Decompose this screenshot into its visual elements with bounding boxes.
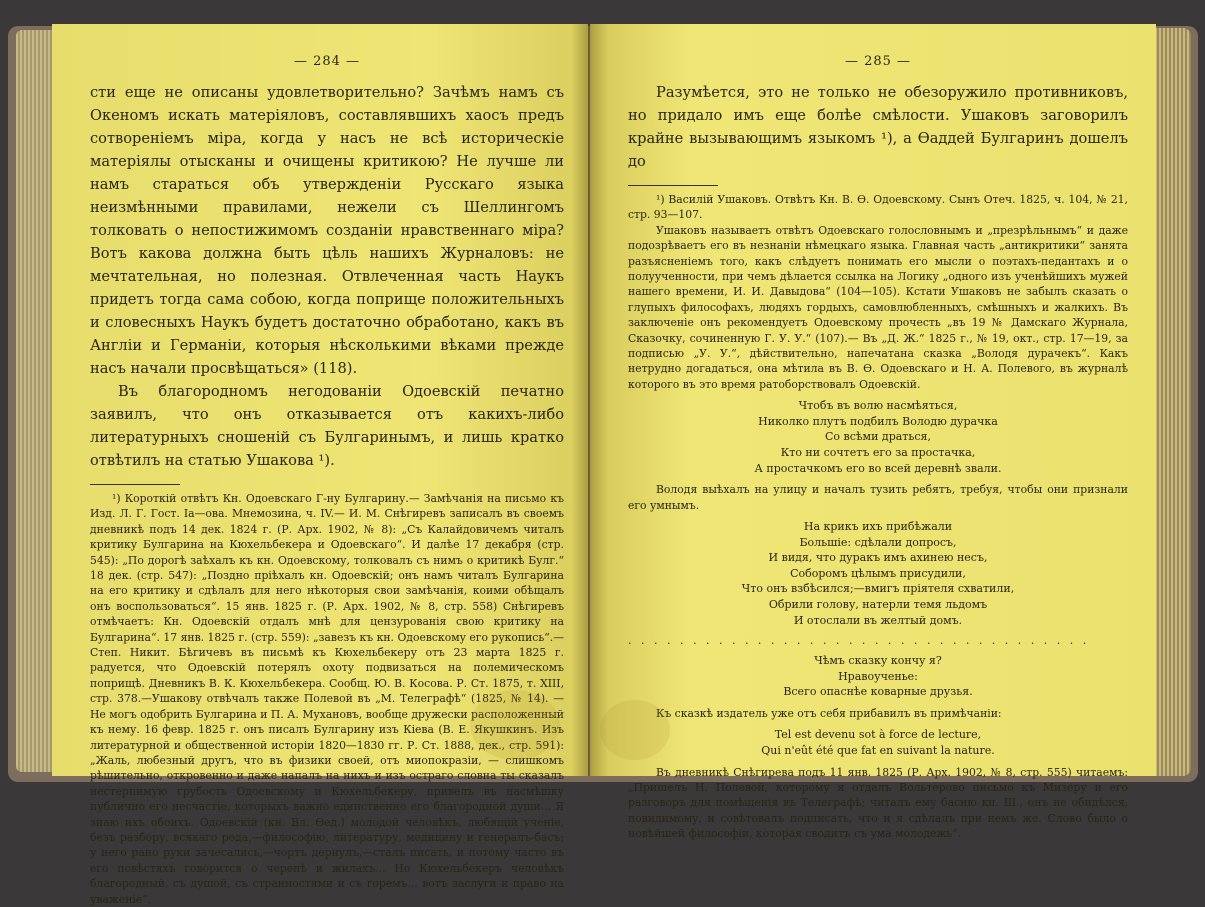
- paper-stain: [470, 690, 560, 760]
- footnote-rule-right: [628, 185, 718, 186]
- poem-stanza-1: [628, 398, 1128, 476]
- poem-line: Николко плутъ подбилъ Володю дурачка: [758, 414, 998, 428]
- left-body-text: [90, 81, 564, 472]
- french-line: Qui n'eût été que fat en suivant la nature.: [761, 744, 995, 757]
- poem-line: На крикъ ихъ прибѣжали: [803, 520, 953, 534]
- ellipsis-divider: . . . . . . . . . . . . . . . . . . . . . . . . . . . . . . . . . . . .: [628, 634, 1090, 648]
- poem-line: Большіе: сдѣлали допросъ,: [799, 535, 957, 549]
- footnote-rule-left: [90, 484, 180, 485]
- left-footnote-text: ¹) Короткій отвѣтъ Кн. Одоевскаго Г-ну Булгарину.— Замѣчанія на письмо къ Изд. Л. Г. Гост. Іа—ова. Мнемозина, ч. IV.— И. М. Снѣгиревъ записалъ въ своемъ дневникѣ подъ 14 дек. 1824 г. (Р. Арх. 1902, № 8): „Съ Калайдовичемъ читалъ критику Булгарина на Кюхельбекера и Одоевскаго“. И далѣе 17 декабря (стр. 545): „По дорогѣ заѣхалъ къ кн. Одоевскому, толковалъ съ нимъ о критикѣ Булг.“ 18 дек. (стр. 547): „Поздно пріѣхалъ кн. Одоевскій; онъ намъ читалъ Булгарина на его критику и сдѣлалъ для него нѣкоторыя свои замѣчанія, коими обѣщалъ онъ воспользоваться“. 15 янв. 1825 г. (Р. Арх. 1902, № 8, стр. 558) Снѣгиревъ отмѣчаетъ: Кн. Одоевскій отдалъ мнѣ для цензурованія свою критику на Булгарина“. 17 янв. 1825 г. (стр. 559): „завезъ къ кн. Одоевскому его рукопись“.—Степ. Никит. Бѣгичевъ въ письмѣ къ Кюхельбекеру отъ 23 марта 1825 г. радуется, что Одоевскій потерялъ охоту подвизаться на полемическомъ поприщѣ. Дневникъ В. К. Кюхельбекера. Сообщ. Ю. В. Косова. Р. Ст. 1875, т. XIII, стр. 378.—Ушакову отвѣчалъ также Полевой въ „М. Телеграфѣ“ (1825, № 14). — Не могъ одобрить Булгарина и П. А. Мухановъ, вообще дружески расположенный къ нему. 16 февр. 1825 г. онъ писалъ Булгарину изъ Кіева (В. Е. Якушкинъ. Изъ литературной и общественной исторіи 1820—1830 гг. Р. Ст. 1888, дек., стр. 591): „Жаль, любезный другъ, что въ физики своей, отъ миопокразіи, — слишкомъ рѣшительно, откровенно и даже напалъ на нихъ и изъ остраго словна ты сказалъ нестерпимую грубость Одоевскому и Кюхельбекеру, привелъ въ насмѣшку публично его несчастіе, которыхъ важно единственно его благородной души... Я знаю ихъ обоихъ. Одоевскій (кн. Вл. Өед.) молодой человѣкъ, любящій ученіе, безъ разбору, всякаго рода,—философію, литературу, медицину и генералъ-басъ; у него рано руки зачесались,—чортъ дернулъ,—сталъ писать, и потому часто въ его повѣстяхъ говорится о черепѣ и жилахъ... Но Кюхельбекеръ человѣкъ благородный, съ душой, съ странностями и съ горемъ... вотъ заслуги и право на уваженіе“.: [90, 492, 564, 906]
- poem-line: Что онъ взбѣсился;—вмигъ пріятеля схватили,: [741, 582, 1015, 596]
- poem-line: Кто ни сочтетъ его за простачка,: [780, 446, 976, 460]
- poem-line: И видя, что дуракъ имъ ахинею несъ,: [768, 551, 988, 565]
- moral-stanza: [628, 653, 1128, 700]
- middle-prose-text: Володя выѣхалъ на улицу и началъ тузить ребятъ, требуя, чтобы они признали его умнымъ.: [628, 483, 1128, 512]
- page-number-left: — 284 —: [293, 54, 361, 69]
- left-paragraph-2: Въ благородномъ негодованіи Одоевскій печатно заявилъ, что онъ отказывается отъ какихъ-либо литературныхъ сношеній съ Булгаринымъ, и лишь кратко отвѣтилъ на статью Ушакова ¹).: [90, 383, 564, 469]
- left-paragraph-1: сти еще не описаны удовлетворительно? Зачѣмъ намъ съ Океномъ искать матеріяловъ, составлявшихъ хаосъ предъ сотвореніемъ міра, когда у насъ не всѣ историческіе матеріялы отысканы и очищены критикою? Не лучше ли намъ стараться объ утвержденіи Русскаго языка неизмѣнными правилами, нежели съ Шеллингомъ толковать о непостижимомъ созданіи нравственнаго міра? Вотъ какова должна быть цѣль нашихъ Журналовъ: не мечтательная, но полезная. Отвлеченная часть Наукъ придетъ тогда сама собою, когда поприще положительныхъ и словесныхъ Наукъ будетъ достаточно обработано, какъ въ Англіи и Германіи, которыя нѣсколькими вѣками прежде насъ начали просвѣщаться» (118).: [90, 84, 564, 377]
- poem-stanza-2: [628, 519, 1128, 628]
- moral-label: Нравоученье:: [838, 669, 918, 683]
- book-gutter: [572, 24, 608, 776]
- editor-note-text: Къ сказкѣ издатель уже отъ себя прибавилъ въ примѣчаніи:: [656, 707, 1002, 720]
- left-page: [52, 24, 588, 906]
- diary-note-text: Въ дневникѣ Снѣгирева подъ 11 янв. 1825 (Р. Арх. 1902, № 8, стр. 555) читаемъ: „Пришелъ Н. Полевой, которому я отдалъ Вольтерово письмо къ Мизеру и его разговоръ для помѣщенія въ Телеграфѣ; читалъ ему басню кн. Ш., онъ не обидѣлся, повидимому, и совѣтовалъ подписать, что и я сдѣлалъ при немъ же. Слово было о новѣйшей философіи, которая сводитъ съ ума молодежь“.: [628, 765, 1128, 841]
- poem-line: А простачкомъ его во всей деревнѣ звали.: [754, 461, 1002, 475]
- diary-note: [628, 765, 1128, 842]
- french-line: Tel est devenu sot à force de lecture,: [774, 728, 982, 742]
- poem-line: Со всѣми драться,: [825, 430, 931, 444]
- footnote-citation: ¹) Василій Ушаковъ. Отвѣтъ Кн. В. Ө. Одоевскому. Сынъ Отеч. 1825, ч. 104, № 21, стр. 93—107.: [628, 193, 1128, 222]
- right-page: [590, 24, 1156, 841]
- footnote-text: Ушаковъ называетъ отвѣтъ Одоевскаго голословнымъ и „презрѣльнымъ“ и даже подозрѣваетъ его въ незнаніи нѣмецкаго языка. Главная часть „антикритики“ занята разъясненіемъ того, какъ слѣдуетъ понимать его мысли о поэтахъ-педантахъ и о полуученности, при чемъ дѣлается ссылка на Логику „одного изъ ученѣйшихъ мужей нашего времени, И. И. Давыдова“ (104—105). Кстати Ушаковъ не забылъ сказать о глупыхъ философахъ, людяхъ гордыхъ, самовлюбленныхъ, смѣшныхъ и жалкихъ. Въ заключеніе онъ рекомендуетъ Одоевскому прочесть „въ 19 № Дамскаго Журнала, Сказочку, сочиненную Г. У. У.“ (107).— Въ „Д. Ж.“ 1825 г., № 19, окт., стр. 17—19, за подписью „У. У.“, дѣйствительно, напечатана сказка „Володя дурачекъ“. Какъ нетрудно догадаться, она мѣтила въ В. Ө. Одоевскаго и Н. А. Полевого, въ журналѣ которого въ это время ратоборствовалъ Одоевскій.: [628, 223, 1128, 391]
- page-edges-left: [16, 30, 56, 772]
- poem-line: Чтобъ въ волю насмѣяться,: [798, 399, 958, 413]
- paper-stain: [600, 700, 670, 760]
- question-line: Чѣмъ сказку кончу я?: [814, 654, 942, 668]
- french-verse: [628, 727, 1128, 758]
- poem-line: И отослали въ желтый домъ.: [793, 613, 963, 627]
- middle-prose: [628, 482, 1128, 513]
- poem-line: Соборомъ цѣлымъ присудили,: [790, 566, 966, 580]
- poem-line: Обрили голову, натерли темя льдомъ: [768, 598, 988, 612]
- right-paragraph: Разумѣется, это не только не обезоружило противниковъ, но придало имъ еще болѣе смѣлости. Ушаковъ заговорилъ крайне вызывающимъ языкомъ ¹), а Өаддей Булгаринъ дошелъ до: [628, 84, 1128, 170]
- page-number-right: — 285 —: [844, 54, 912, 69]
- moral-line: Всего опаснѣе коварные друзья.: [783, 685, 973, 699]
- editor-note: [628, 706, 1128, 721]
- right-footnote: [628, 192, 1128, 392]
- right-body-text: [628, 81, 1128, 173]
